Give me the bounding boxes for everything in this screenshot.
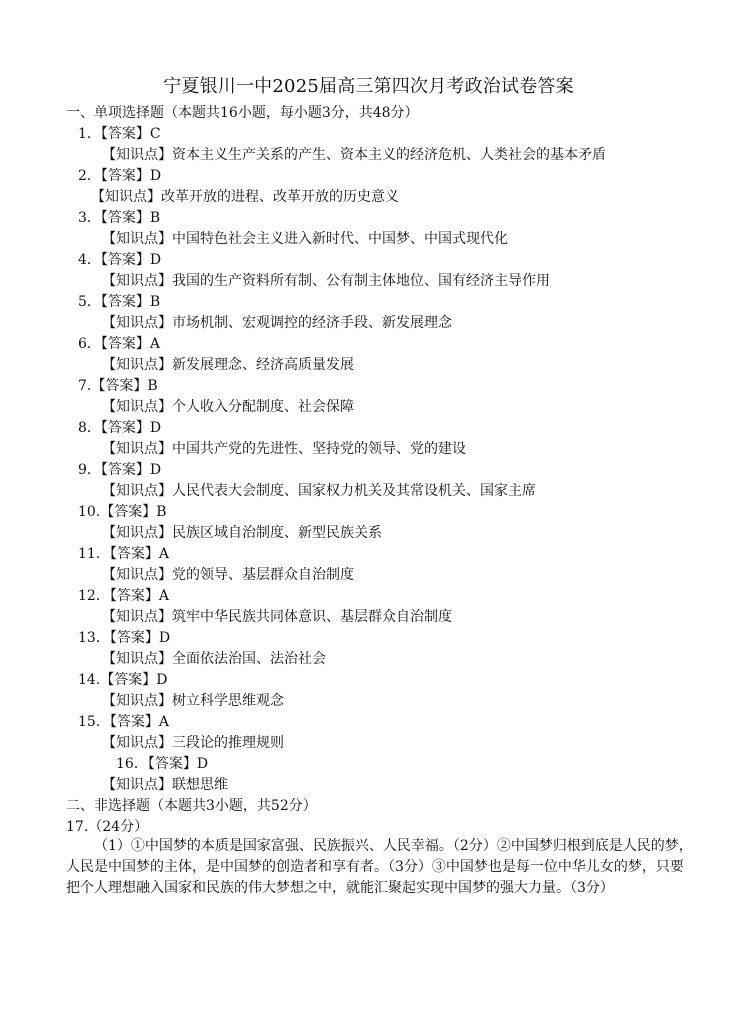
knowledge-point: 【知识点】中国特色社会主义进入新时代、中国梦、中国式现代化 (102, 231, 508, 247)
knowledge-point: 【知识点】个人收入分配制度、社会保障 (102, 399, 354, 415)
answer-label: 1．【答案】C (78, 126, 161, 142)
document-title: 宁夏银川一中2025届高三第四次月考政治试卷答案 (163, 76, 574, 97)
knowledge-point: 【知识点】市场机制、宏观调控的经济手段、新发展理念 (102, 315, 452, 331)
knowledge-point: 【知识点】新发展理念、经济高质量发展 (102, 357, 354, 373)
knowledge-point: 【知识点】树立科学思维观念 (102, 693, 284, 709)
answer-label: 3．【答案】B (78, 210, 161, 226)
answer-label: 5．【答案】B (78, 294, 161, 310)
knowledge-point: 【知识点】改革开放的进程、改革开放的历史意义 (91, 189, 399, 205)
answer-label: 13．【答案】D (78, 630, 171, 646)
answer-label: 15．【答案】A (78, 714, 169, 730)
knowledge-point: 【知识点】我国的生产资料所有制、公有制主体地位、国有经济主导作用 (102, 273, 550, 289)
answer-label: 6．【答案】A (78, 336, 161, 352)
answer-label: 8．【答案】D (78, 420, 162, 436)
answer-label: 2．【答案】D (78, 168, 162, 184)
answer-label: 14.【答案】D (78, 672, 168, 688)
section-2-heading: 二、非选择题（本题共3小题，共52分） (66, 798, 317, 814)
knowledge-point: 【知识点】全面依法治国、法治社会 (102, 651, 326, 667)
answer-label: 9．【答案】D (78, 462, 162, 478)
knowledge-point: 【知识点】党的领导、基层群众自治制度 (102, 567, 354, 583)
knowledge-point: 【知识点】资本主义生产关系的产生、资本主义的经济危机、人类社会的基本矛盾 (102, 147, 606, 163)
answer-label: 11．【答案】A (78, 546, 169, 562)
knowledge-point: 【知识点】联想思维 (102, 777, 228, 793)
section-1-heading: 一、单项选择题（本题共16小题，每小题3分，共48分） (66, 105, 419, 121)
knowledge-point: 【知识点】民族区域自治制度、新型民族关系 (102, 525, 382, 541)
knowledge-point: 【知识点】人民代表大会制度、国家权力机关及其常设机关、国家主席 (102, 483, 536, 499)
answer-label: 4．【答案】D (78, 252, 162, 268)
answer-label: 7.【答案】B (78, 378, 158, 394)
knowledge-point: 【知识点】中国共产党的先进性、坚持党的领导、党的建设 (102, 441, 466, 457)
answer-label: 12．【答案】A (78, 588, 169, 604)
answer-label: 16．【答案】D (116, 756, 209, 772)
knowledge-point: 【知识点】筑牢中华民族共同体意识、基层群众自治制度 (102, 609, 452, 625)
question-17-label: 17.（24分） (66, 819, 149, 835)
question-17-answer-text: （1）①中国梦的本质是国家富强、民族振兴、人民幸福。（2分）②中国梦归根到底是人民的梦，人民是中国梦的主体，是中国梦的创造者和享有者。（3分）③中国梦也是每一位中华儿女的梦，只要把个人理想融入国家和民族的伟大梦想之中，就能汇聚起实现中国梦的强大力量。（3分） (66, 838, 693, 896)
knowledge-point: 【知识点】三段论的推理规则 (102, 735, 284, 751)
answer-label: 10.【答案】B (78, 504, 167, 520)
